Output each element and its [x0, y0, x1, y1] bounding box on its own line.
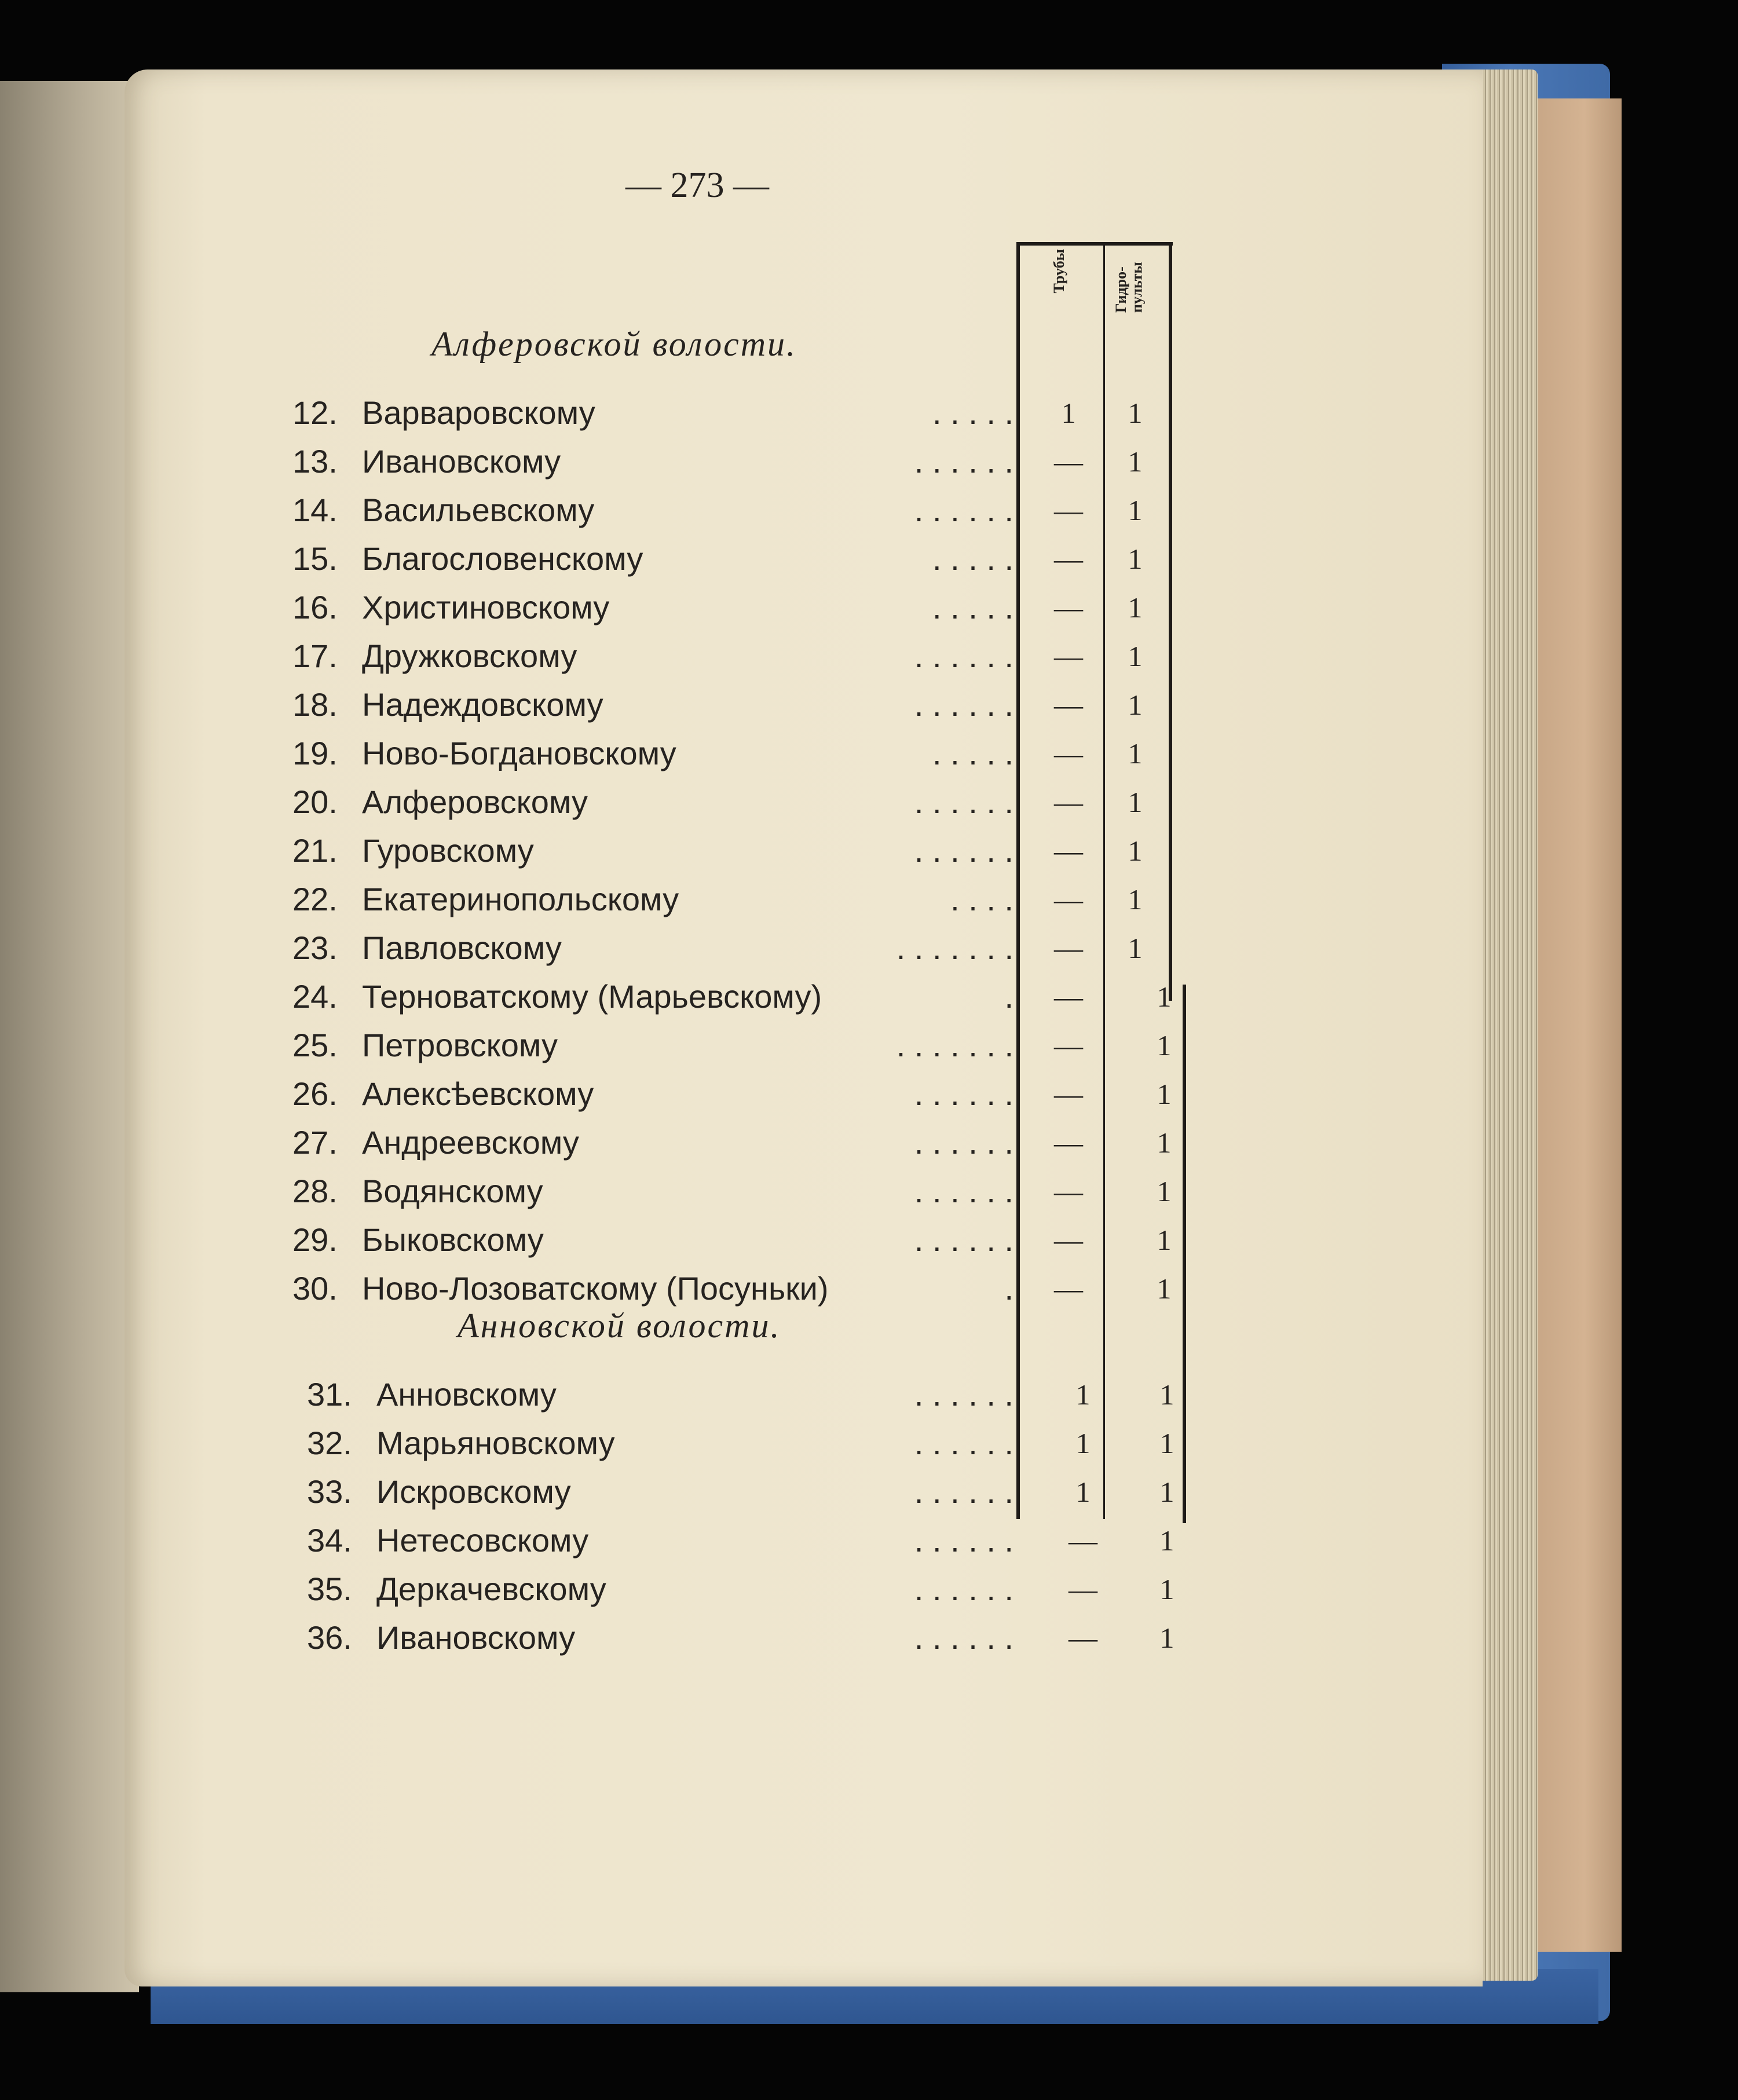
leader-dots: . . . . . . — [914, 1124, 1013, 1161]
row-name: Надеждовскому — [362, 686, 603, 723]
row-number: 34. — [307, 1522, 352, 1558]
row-name: Ново-Лозоватскому (Посуньки) — [362, 1270, 829, 1307]
column-header-pipes: Трубы — [1051, 249, 1067, 294]
row-number: 15. — [292, 540, 338, 577]
pipes-value: — — [1054, 1175, 1083, 1208]
row-number: 16. — [292, 589, 338, 625]
row-name: Анновскому — [376, 1376, 557, 1413]
row-number: 17. — [292, 638, 338, 674]
hydropults-value: 1 — [1128, 397, 1143, 429]
pipes-value: — — [1054, 835, 1083, 867]
row-number: 24. — [292, 978, 338, 1015]
row-number: 20. — [292, 784, 338, 820]
row-name: Варваровскому — [362, 394, 595, 431]
row-number: 21. — [292, 832, 338, 869]
leader-dots: . . . . . — [932, 589, 1013, 625]
pipes-value: — — [1054, 640, 1083, 672]
row-number: 36. — [307, 1619, 352, 1656]
row-name: Васильевскому — [362, 492, 595, 528]
page-block-edges — [1474, 69, 1538, 1981]
hydropults-value: 1 — [1128, 835, 1143, 867]
row-name: Искровскому — [376, 1473, 571, 1510]
section-heading: Алферовской волости. — [431, 325, 797, 363]
row-number: 14. — [292, 492, 338, 528]
leader-dots: . . . . . . — [914, 832, 1013, 869]
row-name: Марьяновскому — [376, 1425, 615, 1461]
book-board-edge — [1529, 98, 1622, 1952]
pipes-value: — — [1054, 737, 1083, 770]
leader-dots: . . . . . . — [914, 1571, 1013, 1607]
hydropults-value: 1 — [1128, 494, 1143, 526]
hydropults-value: 1 — [1128, 445, 1143, 478]
hydropults-value: 1 — [1128, 737, 1143, 770]
row-number: 28. — [292, 1173, 338, 1209]
leader-dots: . . . . . . — [914, 1075, 1013, 1112]
table-top-rule — [1016, 242, 1173, 246]
pipes-value: — — [1054, 445, 1083, 478]
leader-dots: . . . . . . — [914, 1619, 1013, 1656]
row-number: 29. — [292, 1221, 338, 1258]
row-number: 30. — [292, 1270, 338, 1307]
pipes-value: 1 — [1075, 1476, 1091, 1508]
pipes-value: — — [1054, 1029, 1083, 1062]
row-number: 19. — [292, 735, 338, 771]
row-name: Водянскому — [362, 1173, 543, 1209]
section-heading: Анновской волости. — [458, 1307, 781, 1345]
leader-dots: . . . . . . — [914, 1425, 1013, 1461]
leader-dots: . . . . . . — [914, 1221, 1013, 1258]
hydropults-value: 1 — [1157, 1078, 1172, 1110]
row-number: 26. — [292, 1075, 338, 1112]
leader-dots: . . . . . . — [914, 492, 1013, 528]
pipes-value: — — [1069, 1573, 1097, 1605]
leader-dots: . . . . . . — [914, 1522, 1013, 1558]
hydropults-value: 1 — [1157, 1224, 1172, 1256]
column-header-hydropults: Гидро-пульты — [1113, 262, 1146, 313]
hydropults-value: 1 — [1157, 1272, 1172, 1305]
row-name: Ивановскому — [362, 443, 561, 480]
pipes-value: — — [1054, 591, 1083, 624]
pipes-value: — — [1054, 883, 1083, 916]
hydropults-value: 1 — [1128, 883, 1143, 916]
row-number: 32. — [307, 1425, 352, 1461]
previous-page-edge — [0, 81, 139, 1992]
pipes-value: — — [1054, 689, 1083, 721]
row-name: Алексѣевскому — [362, 1075, 594, 1112]
pipes-value: — — [1054, 1078, 1083, 1110]
page-number: — 273 — — [625, 166, 769, 205]
hydropults-value: 1 — [1128, 640, 1143, 672]
table-left-rule — [1016, 242, 1020, 1519]
pipes-value: — — [1054, 494, 1083, 526]
leader-dots: . . . . — [950, 881, 1013, 917]
pipes-value: — — [1054, 786, 1083, 818]
leader-dots: . . . . . — [932, 735, 1013, 771]
leader-dots: . . . . . . — [914, 686, 1013, 723]
row-name: Благословенскому — [362, 540, 643, 577]
pipes-value: — — [1069, 1524, 1097, 1557]
hydropults-value: 1 — [1159, 1524, 1174, 1557]
pipes-value: — — [1054, 1272, 1083, 1305]
pipes-value: — — [1069, 1622, 1097, 1654]
hydropults-value: 1 — [1128, 689, 1143, 721]
hydropults-value: 1 — [1128, 932, 1143, 964]
row-name: Терноватскому (Марьевскому) — [362, 978, 822, 1015]
row-name: Андреевскому — [362, 1124, 579, 1161]
leader-dots: . . . . . . — [914, 638, 1013, 674]
row-name: Петровскому — [362, 1027, 558, 1063]
hydropults-value: 1 — [1157, 1175, 1172, 1208]
row-number: 18. — [292, 686, 338, 723]
row-name: Нетесовскому — [376, 1522, 589, 1558]
leader-dots: . — [1004, 978, 1013, 1015]
pipes-value: — — [1054, 1126, 1083, 1159]
leader-dots: . . . . . . . — [896, 1027, 1013, 1063]
pipes-value: 1 — [1075, 1378, 1091, 1411]
pipes-value: — — [1054, 981, 1083, 1013]
row-name: Деркачевскому — [376, 1571, 606, 1607]
hydropults-value: 1 — [1159, 1573, 1174, 1605]
hydropults-value: 1 — [1157, 1029, 1172, 1062]
leader-dots: . . . . . . — [914, 1173, 1013, 1209]
row-name: Алферовскому — [362, 784, 588, 820]
row-number: 22. — [292, 881, 338, 917]
row-name: Христиновскому — [362, 589, 610, 625]
row-number: 33. — [307, 1473, 352, 1510]
hydropults-value: 1 — [1128, 591, 1143, 624]
row-name: Быковскому — [362, 1221, 544, 1258]
pipes-value: — — [1054, 1224, 1083, 1256]
hydropults-value: 1 — [1157, 1126, 1172, 1159]
hydropults-value: 1 — [1159, 1378, 1174, 1411]
leader-dots: . . . . . . . — [896, 930, 1013, 966]
pipes-value: — — [1054, 543, 1083, 575]
pipes-value: 1 — [1075, 1427, 1091, 1459]
row-name: Екатеринопольскому — [362, 881, 679, 917]
leader-dots: . . . . . . — [914, 1473, 1013, 1510]
leader-dots: . . . . . — [932, 540, 1013, 577]
row-name: Павловскому — [362, 930, 562, 966]
hydropults-value: 1 — [1159, 1622, 1174, 1654]
row-name: Ивановскому — [376, 1619, 576, 1656]
hydropults-value: 1 — [1128, 786, 1143, 818]
row-number: 31. — [307, 1376, 352, 1413]
row-number: 27. — [292, 1124, 338, 1161]
pipes-value: — — [1054, 932, 1083, 964]
leader-dots: . . . . . . — [914, 443, 1013, 480]
row-number: 35. — [307, 1571, 352, 1607]
leader-dots: . . . . . . — [914, 1376, 1013, 1413]
hydropults-value: 1 — [1159, 1427, 1174, 1459]
leader-dots: . . . . . . — [914, 784, 1013, 820]
table-right-rule-upper — [1169, 242, 1172, 1001]
row-number: 12. — [292, 394, 338, 431]
row-number: 25. — [292, 1027, 338, 1063]
leader-dots: . . . . . — [932, 394, 1013, 431]
row-name: Ново-Богдановскому — [362, 735, 676, 771]
hydropults-value: 1 — [1159, 1476, 1174, 1508]
row-number: 13. — [292, 443, 338, 480]
row-number: 23. — [292, 930, 338, 966]
row-name: Гуровскому — [362, 832, 534, 869]
hydropults-value: 1 — [1157, 981, 1172, 1013]
row-name: Дружковскому — [362, 638, 577, 674]
pipes-value: 1 — [1061, 397, 1076, 429]
leader-dots: . — [1004, 1270, 1013, 1307]
table-middle-rule — [1103, 242, 1105, 1519]
hydropults-value: 1 — [1128, 543, 1143, 575]
